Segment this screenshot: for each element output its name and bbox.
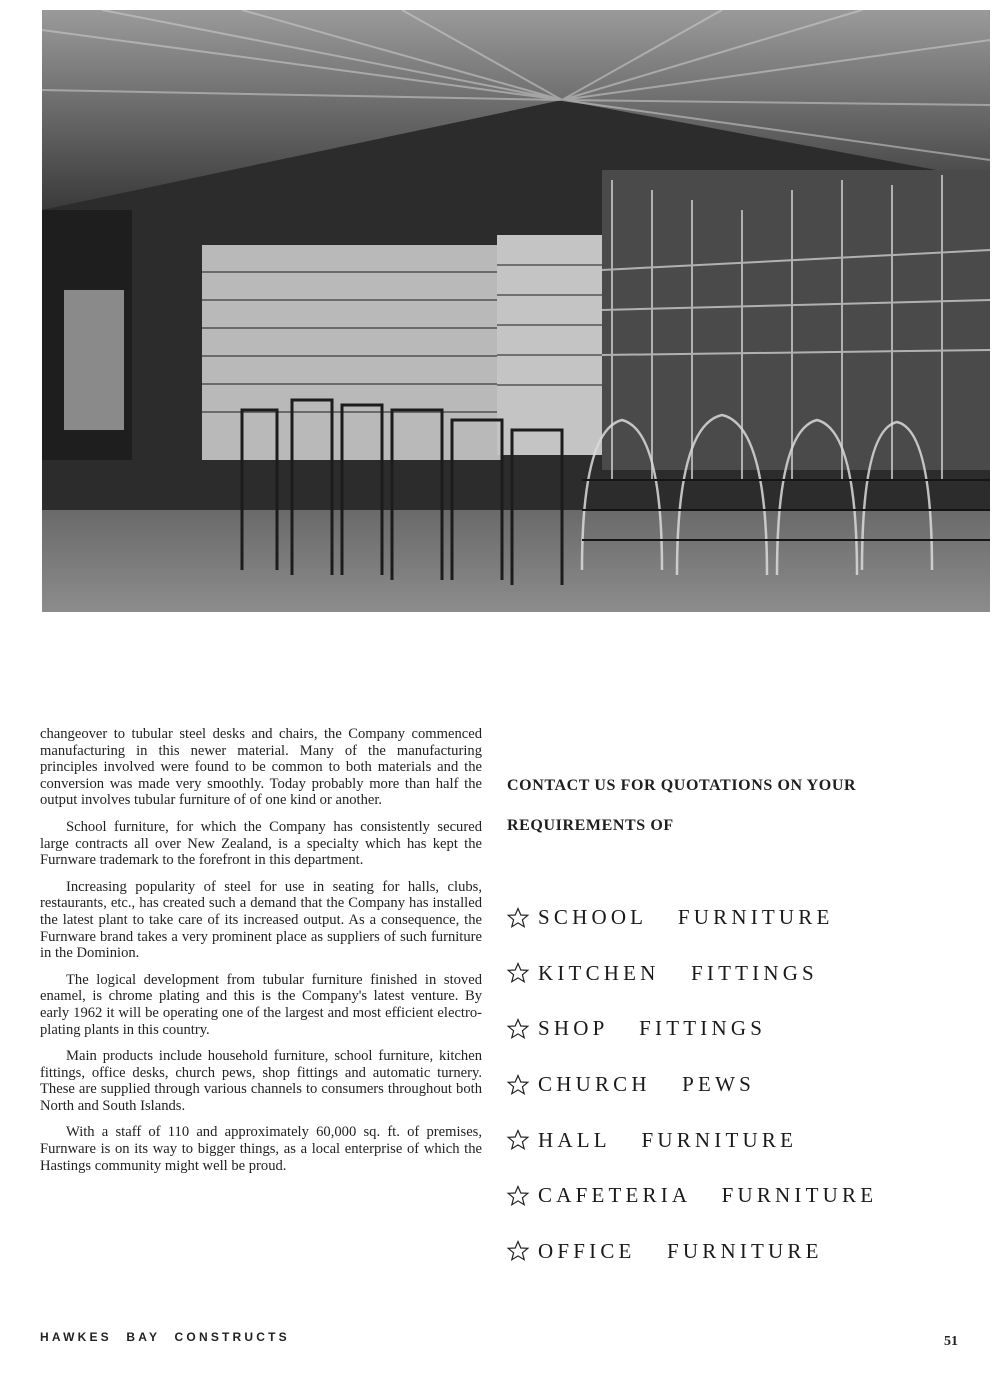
service-label: CHURCH PEWS	[538, 1072, 755, 1097]
service-item	[506, 1224, 976, 1280]
star-outline-icon	[506, 1073, 530, 1097]
service-item	[506, 1057, 976, 1113]
service-item	[506, 890, 976, 946]
service-label: OFFICE FURNITURE	[538, 1238, 823, 1263]
page-number: 51	[944, 1334, 958, 1349]
article-paragraph: The logical development from tubular furniture finished in stoved enamel, is chrome plating and this is the Company's latest venture. By early 1962 it will be operating one of the largest and most efficient electro-plating plants in this country.	[40, 971, 482, 1038]
service-label: SHOP FITTINGS	[538, 1016, 767, 1041]
service-item	[506, 946, 976, 1002]
service-label: KITCHEN FITTINGS	[538, 960, 818, 985]
article-paragraph: With a staff of 110 and approximately 60,000 sq. ft. of premises, Furnware is on its way to bigger things, as a local enterprise of which the Hastings community might well be proud.	[40, 1124, 482, 1174]
contact-heading: CONTACT US FOR QUOTATIONS ON YOUR REQUIREMENTS OF	[507, 777, 857, 834]
service-label: CAFETERIA FURNITURE	[538, 1183, 878, 1208]
service-item	[506, 1168, 976, 1224]
star-outline-icon	[506, 1017, 530, 1041]
service-item	[506, 1112, 976, 1168]
star-outline-icon	[506, 1184, 530, 1208]
article-paragraph: School furniture, for which the Company has consistently secured large contracts all over New Zealand, is a specialty which has kept the Furnware trademark to the forefront in this department.	[40, 818, 482, 869]
article-paragraph: changeover to tubular steel desks and chairs, the Company commenced manufacturing in this newer material. Many of the manufacturing principles involved were found to be common to both materials and the conversion was made very smoothly. Today probably more than half the output involves tubular furniture of of one kind or another.	[40, 726, 482, 809]
service-item	[506, 1001, 976, 1057]
star-outline-icon	[506, 1128, 530, 1152]
warehouse-photo	[42, 10, 990, 612]
article-text	[40, 726, 482, 1184]
services-list	[506, 890, 976, 1279]
article-paragraph: Increasing popularity of steel for use in seating for halls, clubs, restaurants, etc., has created such a demand that the Company has installed the latest plant to take care of its increased output. As a consequence, the Furnware brand takes a very prominent place as suppliers of such furniture in the Dominion.	[40, 878, 482, 962]
publication-name: HAWKES BAY CONSTRUCTS	[40, 1330, 290, 1344]
article-paragraph: Main products include household furniture, school furniture, kitchen fittings, office desks, church pews, shop fittings and automatic turnery. These are supplied through various channels to consumers throughout both North and South Islands.	[40, 1048, 482, 1114]
star-outline-icon	[506, 961, 530, 985]
star-outline-icon	[506, 1239, 530, 1263]
service-label: SCHOOL FURNITURE	[538, 905, 834, 930]
service-label: HALL FURNITURE	[538, 1127, 798, 1152]
star-outline-icon	[506, 906, 530, 930]
